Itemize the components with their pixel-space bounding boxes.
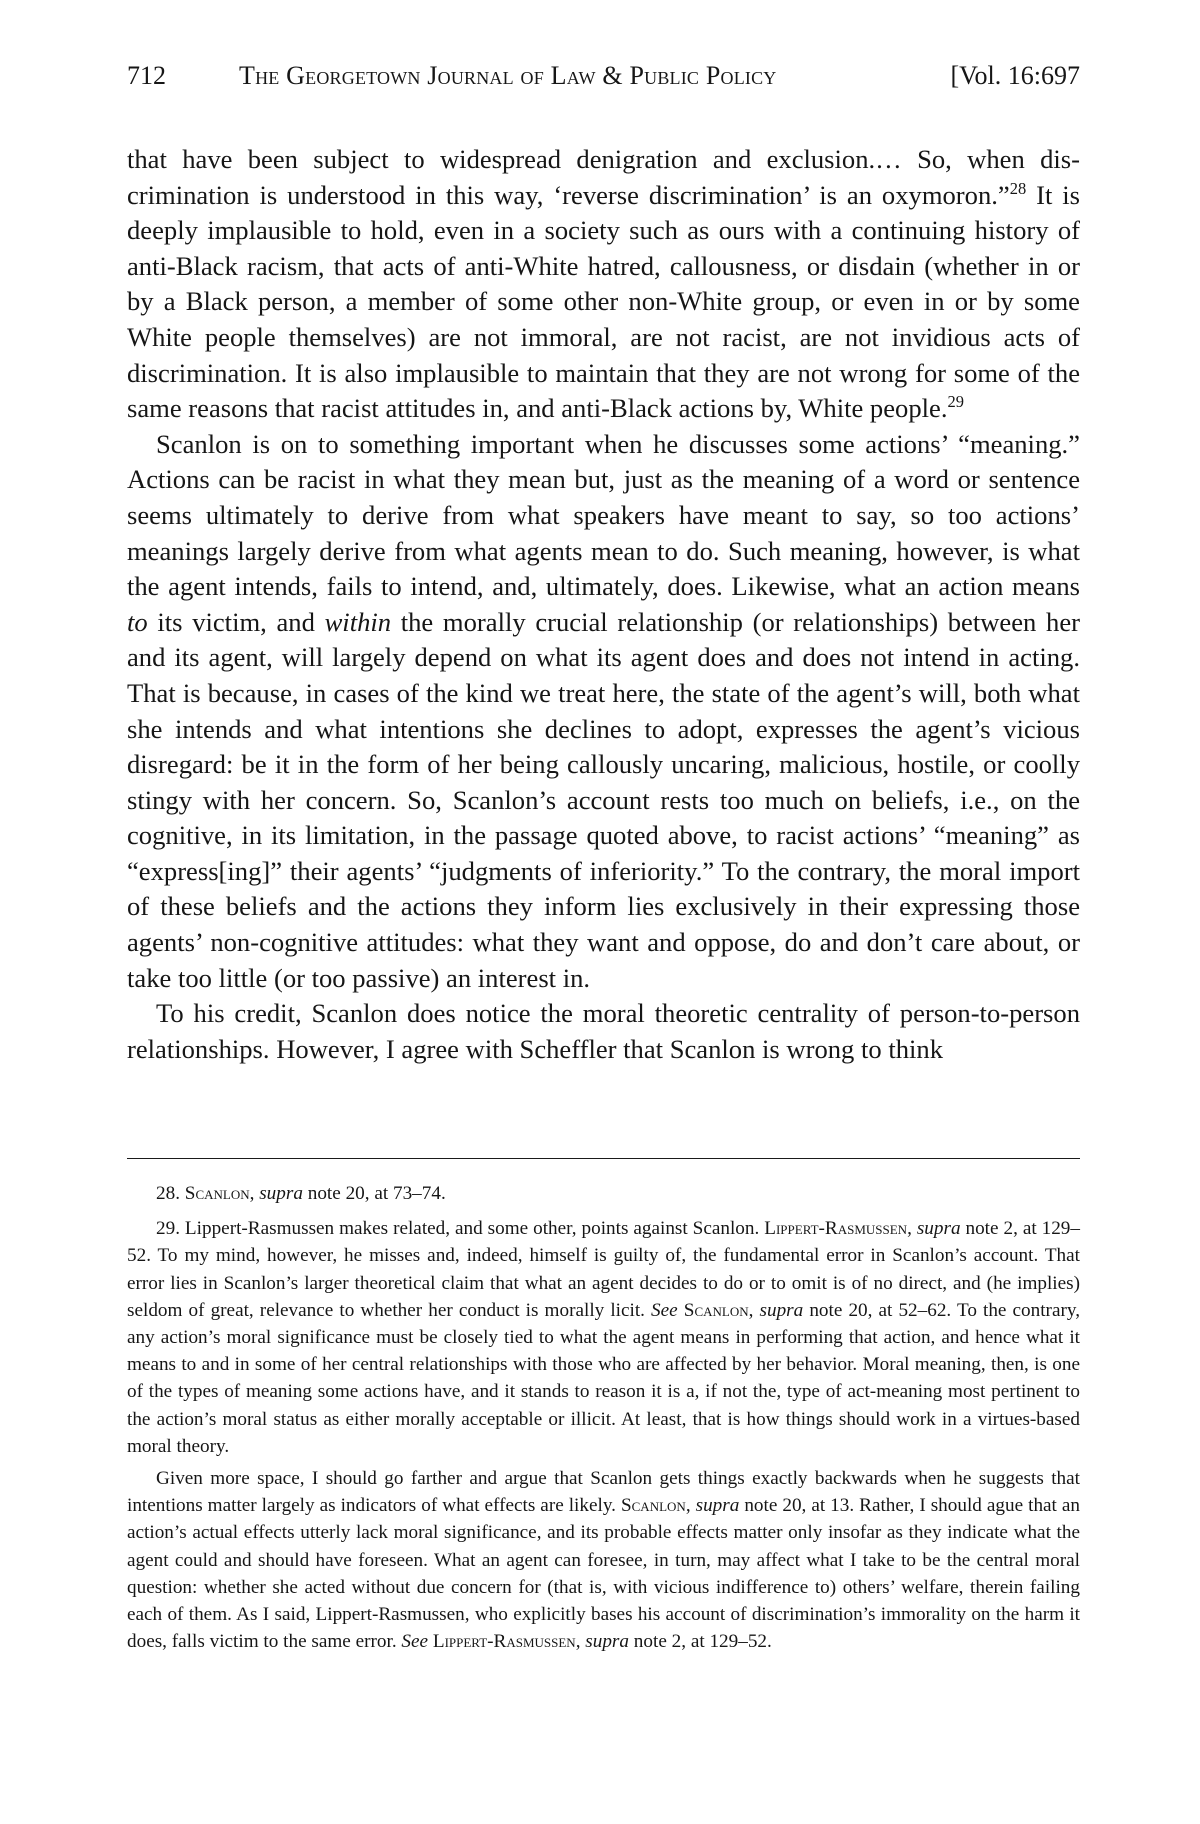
footnote-text: note 20, at 73–74.: [302, 1183, 446, 1204]
paragraph-relationships: To his credit, Scanlon does notice the moral theoretic centrality of person-to-person relationships. However, I agree with Scheffler that Scanlon is wrong to think: [127, 998, 1080, 1064]
footnote-text: note 2, at 129–52.: [629, 1631, 772, 1653]
footnotes: [127, 1180, 1080, 1655]
citation-signal: supra: [759, 1299, 804, 1321]
footnote-text: note 2, at 129–52. To my mind, however, he misses and, indeed, himself is guilty of, the fundamental error in Scanlon’s account. That error lies in Scanlon’s larger theoretical claim that what an agent decides to do or to omit is of no direct, and (he implies) seldom of great, relevance to whether her conduct is morally licit.: [127, 1218, 1080, 1321]
footnote-number: 28.: [156, 1183, 180, 1204]
paragraph-text: the morally crucial relationship (or relationships) between her and its agent, will largely depend on what its agent does and does not intend in acting. That is because, in cases of the kind we treat here, the state of the agent’s will, both what she intends and what intentions she declines to adopt, expresses the agent’s vicious disregard: be it in the form of her being callously uncaring, malicious, hostile, or coolly stingy with her concern. So, Scanlon’s account rests too much on beliefs, i.e., on the cognitive, in its limitation, in the passage quoted above, to racist actions’ “meaning” as “express[ing]” their agents’ “judgments of inferiority.” To the contrary, the moral import of these beliefs and the actions they inform lies exclusively in their expressing those agents’ non-cognitive attitudes: what they want and oppose, do and don’t care about, or take too little (or too passive) an interest in.: [127, 606, 1080, 993]
cited-author: Lippert-Rasmussen: [764, 1218, 908, 1240]
cited-author: Scanlon: [683, 1299, 749, 1321]
volume-citation: [Vol. 16:697: [950, 61, 1080, 90]
emphasis: within: [324, 606, 392, 637]
journal-title: The Georgetown Journal of Law & Public Policy: [239, 61, 777, 90]
footnote-text: Given more space, I should go farther and argue that Scanlon gets things exactly backwards when he suggests that intentions matter largely as indicators of what effects are likely.: [127, 1468, 1080, 1517]
page-number: 712: [127, 61, 166, 90]
citation-signal: See: [651, 1299, 678, 1321]
cited-author: Scanlon: [620, 1495, 686, 1517]
paragraph-text: It is deeply implausible to hold, even in a society such as ours with a continuing history of anti-Black racism, that acts of anti-White hatred, callousness, or disdain (whether in or by a Black person, a member of some other non-White group, or even in or by some White people themselves) are not immoral, are not racist, are not invidious acts of discrimination. It is also implausible to maintain that they are not wrong for some of the same reasons that racist attitudes in, and anti-Black actions by, White people.: [127, 179, 1081, 424]
citation-signal: supra: [585, 1631, 629, 1653]
footnote-29-continued: Given more space, I should go farther and argue that Scanlon gets things exactly backwards when he suggests that intentions matter largely as indicators of what effects are likely. Scanlon, supra note 20, at 13. Rather, I should ague that an action’s actual effects utterly lack moral significance, and its probable effects matter only insofar as they indicate what the agent could and should have foreseen. What an agent can foresee, in turn, may affect what I take to be the central moral question: whether she acted without due concern for (that is, with vicious indifference to) others’ welfare, therein failing each of them. As I said, Lippert-Rasmussen, who explicitly bases his account of discrimination’s immorality on the harm it does, falls victim to the same error. See Lippert-Rasmussen, supra note 2, at 129–52.: [127, 1468, 1080, 1653]
footnote-28: 28. Scanlon, supra note 20, at 73–74.: [156, 1183, 446, 1204]
main-text: [127, 142, 1080, 1067]
paragraph-text: that have been subject to widespread denigration and exclusion.… So, when discrimination is understood in this way, ‘reverse discrimination’ is an oxymoron.”: [127, 144, 1080, 210]
footnote-ref-29[interactable]: 29: [947, 392, 964, 412]
paragraph-text: Scanlon is on to something important when he discusses some actions’ “meaning.” Actions can be racist in what they mean but, just as the meaning of a word or sentence seems ultimately to derive from what speakers have meant to say, so too actions’ meanings largely derive from what agents mean to do. Such meaning, however, is what the agent intends, fails to intend, and, ultimately, does. Likewise, what an action means: [127, 428, 1080, 602]
citation-signal: supra: [695, 1495, 740, 1517]
footnote-text: Lippert-Rasmussen makes related, and some other, points against Scanlon.: [179, 1218, 765, 1240]
citation-signal: supra: [259, 1183, 303, 1204]
citation-signal: See: [401, 1631, 429, 1653]
citation-signal: supra: [916, 1218, 961, 1240]
footnote-29: 29. Lippert-Rasmussen makes related, and some other, points against Scanlon. Lippert-Rasmussen, supra note 2, at 129–52. To my mind, however, he misses and, indeed, himself is guilty of, the fundamental error in Scanlon’s account. That error lies in Scanlon’s larger theoretical claim that what an agent decides to do or to omit is of no direct, and (he implies) seldom of great, relevance to whether her conduct is morally licit. See Scanlon, supra note 20, at 52–62. To the contrary, any action’s moral significance must be closely tied to what the agent means in performing that action, and hence what it means to and in some of her central relationships with those who are affected by her behavior. Moral meaning, then, is one of the types of meaning some actions have, and it stands to reason it is a, if not the, type of act-meaning most pertinent to the action’s moral status as either morally acceptable or illicit. At least, that is how things should work in a virtues-based moral theory.: [127, 1218, 1080, 1457]
paragraph-continued: [127, 142, 1080, 427]
footnote-ref-28[interactable]: 28: [1009, 178, 1027, 198]
running-header: [127, 58, 1080, 94]
emphasis: to: [127, 606, 148, 637]
paragraph-text: its victim, and: [147, 606, 325, 637]
journal-page: [127, 0, 1080, 1824]
cited-author: Scanlon: [184, 1183, 250, 1204]
cited-author: Lippert-Rasmussen: [432, 1631, 576, 1653]
footnote-text: note 20, at 52–62. To the contrary, any action’s moral significance must be closely tied to what the agent means in performing that action, and hence what it means to and in some of her central relationships with those who are affected by her behavior. Moral meaning, then, is one of the types of meaning some actions have, and it stands to reason it is a, if not the, type of act-meaning most pertinent to the action’s moral status as either morally acceptable or illicit. At least, that is how things should work in a virtues-based moral theory.: [127, 1299, 1080, 1457]
footnote-divider: [127, 1158, 1080, 1159]
paragraph-scanlon-meaning: [127, 427, 1080, 997]
footnote-number: 29.: [156, 1218, 180, 1240]
footnote-text: note 20, at 13. Rather, I should ague that an action’s actual effects utterly lack moral significance, and its probable effects matter only insofar as they indicate what the agent could and should have foreseen. What an agent can foresee, in turn, may affect what I take to be the central moral question: whether she acted without due concern for (that is, with vicious indifference to) others’ welfare, therein failing each of them. As I said, Lippert-Rasmussen, who explicitly bases his account of discrimination’s immorality on the harm it does, falls victim to the same error.: [127, 1495, 1080, 1653]
